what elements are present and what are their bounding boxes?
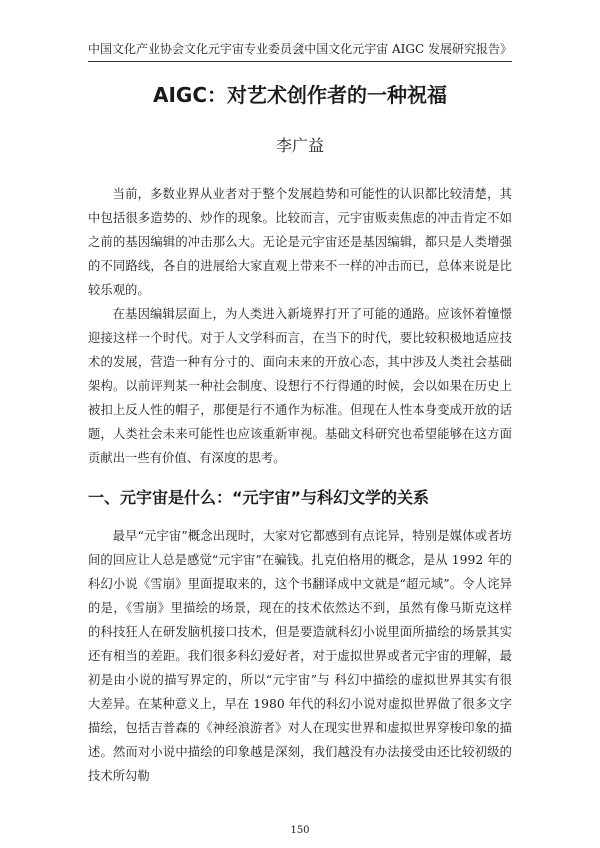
header-report-title: 《中国文化元宇宙 AIGC 发展研究报告》 (292, 42, 512, 56)
header-organization: 中国文化产业协会文化元宇宙专业委员会 (88, 42, 305, 56)
body-paragraph: 在基因编辑层面上，为人类进入新境界打开了可能的通路。应该怀着憧憬迎接这样一个时代。对于人文学科而言，在当下的时代，要比较积极地适应技术的发展，营造一种有分寸的、面向未来的开放心态，其中涉及人类社会基础架构。以前评判某一种社会制度、设想行不行得通的时候，会以如果在历史上被扣上反人性的帽子，那便是行不通作为标准。但现在人性本身变成开放的话题，人类社会未来可能性也应该重新审视。基础文科研究也希望能够在这方面贡献出一些有价值、有深度的思考。 (88, 307, 512, 465)
body-paragraph: 当前，多数业界从业者对于整个发展趋势和可能性的认识都比较清楚，其中包括很多造势的、炒作的现象。比较而言，元宇宙贩卖焦虑的冲击肯定不如之前的基因编辑的冲击那么大。无论是元宇宙还是基因编辑，都只是人类增强的不同路线，各自的进展给大家直观上带来不一样的冲击而已，总体来说是比较乐观的。 (88, 187, 512, 297)
article-title: AIGC：对艺术创作者的一种祝福 (152, 83, 447, 107)
article-body (88, 182, 512, 788)
section-heading: 一、元宇宙是什么：“元宇宙”与科幻文学的关系 (88, 488, 430, 507)
header-divider (88, 61, 512, 62)
page-number: 150 (290, 825, 310, 836)
running-header (88, 40, 512, 58)
article-author: 李广益 (275, 136, 324, 155)
body-paragraph: 最早“元宇宙”概念出现时，大家对它都感到有点诧异，特别是媒体或者坊间的回应让人总是感觉“元宇宙”在骗钱。扎克伯格用的概念，是从 1992 年的科幻小说《雪崩》里面提取来的，这个书翻译成中文就是“超元域”。令人诧异的是，《雪崩》里描绘的场景，现在的技术依然达不到，虽然有像马斯克这样的科技狂人在研发脑机接口技术，但是要造就科幻小说里面所描绘的场景其实还有相当的差距。我们很多科幻爱好者，对于虚拟世界或者元宇宙的理解，最初是由小说的描写界定的，所以“元宇宙”与 科幻中描绘的虚拟世界其实有很大差异。在某种意义上，早在 1980 年代的科幻小说对虚拟世界做了很多文字描绘，包括吉普森的《神经浪游者》对人在现实世界和虚拟世界穿梭印象的描述。然而对小说中描绘的印象越是深刻，我们越没有办法接受由还比较初级的技术所勾勒 (88, 529, 512, 783)
